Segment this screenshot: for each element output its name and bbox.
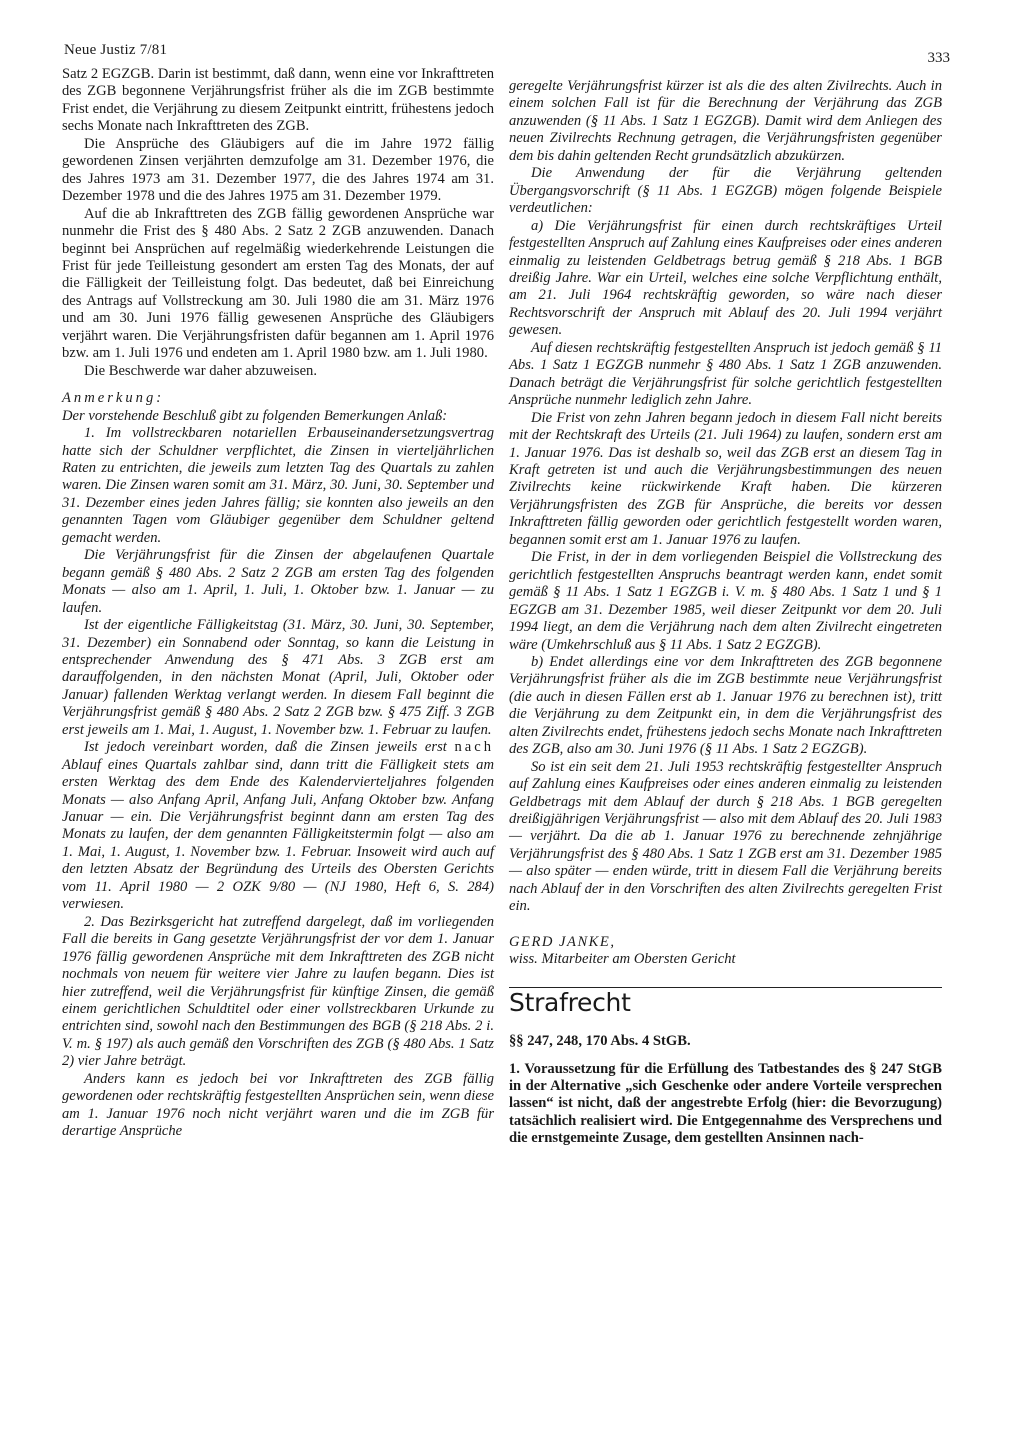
annotation-paragraph: So ist ein seit dem 21. Juli 1953 rechtskräftig festgestellter Anspruch auf Zahlung eines Kaufpreises oder eines anderen einmalig zu leistenden Geldbetrags mit dem Ablauf der durch § 218 Abs. 1 BGB geregelten dreißigjährigen Verjährungsfrist — also mit dem Ablauf des 20. Juli 1983 — verjährt. Da die ab 1. Januar 1976 zu berechnende zehnjährige Verjährungsfrist des § 480 Abs. 1 Satz 1 ZGB erst am 31. Dezember 1985 — also später — enden würde, tritt in diesem Fall die Verjährung bereits nach Ablauf der in den Vorschriften des alten Zivilrechts geregelten Frist ein. <box>509 758 942 915</box>
paragraph: Die Beschwerde war daher abzuweisen. <box>84 362 317 379</box>
annotation-paragraph: b) Endet allerdings eine vor dem Inkrafttreten des ZGB begonnene Verjährungsfrist früher als die im ZGB bestimmte neue Verjährungsfrist (die auch in diesen Fällen erst ab 1. Januar 1976 zu berechnen ist), tritt die Verjährung zu dem Zeitpunkt ein, in dem die Verjährungsfrist des alten Zivilrechts endet, frühestens jedoch sechs Monate nach Inkrafttreten des ZGB, also am 30. Juni 1976 (§ 11 Abs. 1 Satz 2 EGZGB). <box>509 653 942 758</box>
section-header <box>509 987 942 1017</box>
paragraph: Satz 2 EGZGB. Darin ist bestimmt, daß dann, wenn eine vor Inkrafttreten des ZGB begonnene Verjährungsfrist früher als die im ZGB bestimmte Frist endet, die Verjährung zu diesem Zeitpunkt eintritt, frühestens jedoch sechs Monate nach Inkrafttreten des ZGB. <box>62 66 494 135</box>
journal-header: Neue Justiz 7/81 <box>64 42 168 58</box>
annotation-paragraph: Die Frist von zehn Jahren begann jedoch in diesem Fall nicht bereits mit der Rechtskraft des Urteils (21. Juli 1964) zu laufen, sondern erst am 1. Januar 1976. Das ist deshalb so, weil das ZGB erst an diesem Tag in Kraft getreten ist und auch die Verjährungsbestimmungen des neuen Zivilrechts keine rückwirkende Kraft haben. Die kürzeren Verjährungsfristen des ZGB für Ansprüche, die bereits vor dessen Inkrafttreten fällig geworden oder gerichtlich festgestellt worden waren, begannen somit erst am 1. Januar 1976 zu laufen. <box>509 409 942 548</box>
annotation-paragraph: Anders kann es jedoch bei vor Inkrafttreten des ZGB fällig gewordenen oder rechtskräftig festgestellten Ansprüchen sein, wenn diese am 1. Januar 1976 noch nicht verjährt waren und die im ZGB für derartige Ansprüche <box>62 1070 494 1140</box>
annotation-paragraph: 1. Im vollstreckbaren notariellen Erbauseinandersetzungsvertrag hatte sich der Schuldner verpflichtet, die Zinsen in vierteljährlichen Raten zu entrichten, die jeweils zum letzten Tag des Quartals zu zahlen waren. Die Zinsen waren somit am 31. März, 30. Juni, 30. September und 31. Dezember eines jeden Jahres fällig; sie konnten also jeweils an den genannten Tagen vom Gläubiger gegenüber dem Schuldner geltend gemacht werden. <box>62 425 494 546</box>
author-title: wiss. Mitarbeiter am Obersten Gericht <box>509 951 736 968</box>
annotation-paragraph: a) Die Verjährungsfrist für einen durch rechtskräftiges Urteil festgestellten Anspruch auf Zahlung eines Kaufpreises oder eines anderen einmalig zu leistenden Geldbetrags betrug gemäß § 218 Abs. 1 BGB dreißig Jahre. War ein Urteil, welches eine solche Verpflichtung enthält, am 21. Juli 1964 rechtskräftig geworden, so wäre nach dieser Rechtsvorschrift der Anspruch mit Ablauf des 20. Juli 1994 verjährt gewesen. <box>509 217 942 339</box>
annotation-intro: Der vorstehende Beschluß gibt zu folgenden Bemerkungen Anlaß: <box>62 407 448 424</box>
annotation-heading: Anmerkung: <box>62 390 165 407</box>
annotation-paragraph <box>62 739 494 914</box>
annotation-paragraph: Die Frist, in der in dem vorliegenden Beispiel die Vollstreckung des gerichtlich festgestellten Anspruchs beantragt werden kann, endet somit gemäß § 11 Abs. 1 Satz 1 EGZGB i. V. m. § 480 Abs. 1 Satz 1 und § 1 EGZGB am 31. Dezember 1985, weil dieser Zeitpunkt vor dem 20. Juli 1994 liegt, an dem die Verjährung nach dem alten Zivilrecht eingetreten wäre (Umkehrschluß aus § 11 Abs. 1 Satz 2 EGZGB). <box>509 549 942 653</box>
page-number: 333 <box>927 50 950 66</box>
author-signature <box>509 934 942 969</box>
right-column <box>509 78 942 1148</box>
paragraph: Die Ansprüche des Gläubigers auf die im Jahre 1972 fällig gewordenen Zinsen verjährten demzufolge am 31. Dezember 1976, die des Jahres 1973 am 31. Dezember 1977, die des Jahres 1974 am 31. Dezember 1978 und die des Jahres 1975 am 31. Dezember 1979. <box>62 135 494 205</box>
headnote: 1. Voraussetzung für die Erfüllung des Tatbestandes des § 247 StGB in der Alternative „sich Geschenke oder andere Vorteile versprechen lassen“ ist nicht, daß der angestrebte Erfolg (hier: die Bevorzugung) tatsächlich realisiert wird. Die Entgegennahme des Versprechens und die ernstgemeinte Zusage, dem gestellten Ansinnen nach- <box>509 1060 942 1147</box>
section-title: Strafrecht <box>509 987 631 1017</box>
annotation-paragraph: Ist der eigentliche Fälligkeitstag (31. März, 30. Juni, 30. September, 31. Dezember) ein Sonnabend oder Sonntag, so kann die Leistung in entsprechender Anwendung des § 471 Abs. 3 ZGB erst am darauffolgenden, in den nächsten Monat (April, Juli, Oktober oder Januar) fallenden Werktag verlangt werden. In diesem Fall beginnt die Verjährungsfrist gemäß § 480 Abs. 2 Satz 2 ZGB bzw. § 475 Ziff. 3 ZGB erst jeweils am 1. Mai, 1. August, 1. November bzw. 1. Februar zu laufen. <box>62 617 494 738</box>
statute-reference: §§ 247, 248, 170 Abs. 4 StGB. <box>509 1033 691 1050</box>
emphasized-word: nach <box>454 739 494 756</box>
text-run: Ist jedoch vereinbart worden, daß die Zinsen jeweils erst <box>84 739 455 756</box>
annotation-paragraph: 2. Das Bezirksgericht hat zutreffend dargelegt, daß im vorliegenden Fall die bereits in Gang gesetzte Verjährungsfrist der vor dem 1. Januar 1976 fällig gewordenen Ansprüche mit dem Inkrafttreten des ZGB nicht nochmals von neuem für weitere vier Jahre zu laufen begann. Dies ist hier zutreffend, weil die Verjährungsfrist für künftige Zinsen, die gemäß einem gerichtlichen Schuldtitel oder einer vollstreckbaren Urkunde zu entrichten sind, sowohl nach den Bestimmungen des BGB (§ 218 Abs. 2 i. V. m. § 197) als auch gemäß den Vorschriften des ZGB (§ 480 Abs. 1 Satz 2) vier Jahre beträgt. <box>62 913 494 1070</box>
text-run: Ablauf eines Quartals zahlbar sind, dann tritt die Fälligkeit stets am ersten Werktag des dem Ende des Kalendervierteljahres folgenden Monats — also Anfang April, Anfang Juli, Anfang Oktober bzw. Anfang Januar — ein. Die Verjährungsfrist beginnt dann am ersten Tag des Monats zu laufen, der dem genannten Fälligkeitstermin folgt — also am 1. Mai, 1. August, 1. November bzw. 1. Februar. Insoweit wird auch auf den letzten Absatz der Begründung des Urteils des Obersten Gerichts vom 11. April 1980 — 2 OZK 9/80 — (NJ 1980, Heft 6, S. 284) verwiesen. <box>62 756 494 913</box>
annotation-paragraph: geregelte Verjährungsfrist kürzer ist als die des alten Zivilrechts. Auch in einem solchen Fall ist für die Berechnung der Verjährung das ZGB anzuwenden (§ 11 Abs. 1 Satz 1 EGZGB). Damit wird dem Anliegen des neuen Zivilrechts Rechnung getragen, die Verjährungsfristen gegenüber dem bis dahin geltenden Recht grundsätzlich abzukürzen. <box>509 78 942 164</box>
annotation-paragraph: Die Anwendung der für die Verjährung geltenden Übergangsvorschrift (§ 11 Abs. 1 EGZGB) mögen folgende Beispiele verdeutlichen: <box>509 165 942 217</box>
annotation-paragraph: Auf diesen rechtskräftig festgestellten Anspruch ist jedoch gemäß § 11 Abs. 1 Satz 1 EGZGB nunmehr § 480 Abs. 1 Satz 1 ZGB anzuwenden. Danach beträgt die Verjährungsfrist für solche gerichtlich festgestellten Ansprüche nunmehr lediglich zehn Jahre. <box>509 339 942 409</box>
paragraph: Auf die ab Inkrafttreten des ZGB fällig gewordenen Ansprüche war nunmehr die Frist des § 480 Abs. 2 Satz 2 ZGB anzuwenden. Danach beginnt bei Ansprüchen auf regelmäßig wiederkehrende Leistungen die Frist für jede Teilleistung gesondert am ersten Tag des Monats, der auf die Fälligkeit der Teilleistung folgt. Das bedeutet, daß bei Einreichung des Antrags auf Vollstreckung am 30. Juli 1980 die am 31. März 1976 und am 30. Juni 1976 fällig gewesenen Ansprüche des Gläubigers verjährt waren. Die Verjährungsfristen dafür begannen am 1. April 1976 bzw. am 1. Juli 1976 und endeten am 1. April 1980 bzw. am 1. Juli 1980. <box>62 205 494 362</box>
left-column <box>62 66 494 1141</box>
annotation-paragraph: Die Verjährungsfrist für die Zinsen der abgelaufenen Quartale begann gemäß § 480 Abs. 2 Satz 2 ZGB am ersten Tag des folgenden Monats — also am 1. April, 1. Juli, 1. Oktober bzw. 1. Januar — zu laufen. <box>62 547 494 616</box>
author-name: GERD JANKE, <box>509 933 616 950</box>
